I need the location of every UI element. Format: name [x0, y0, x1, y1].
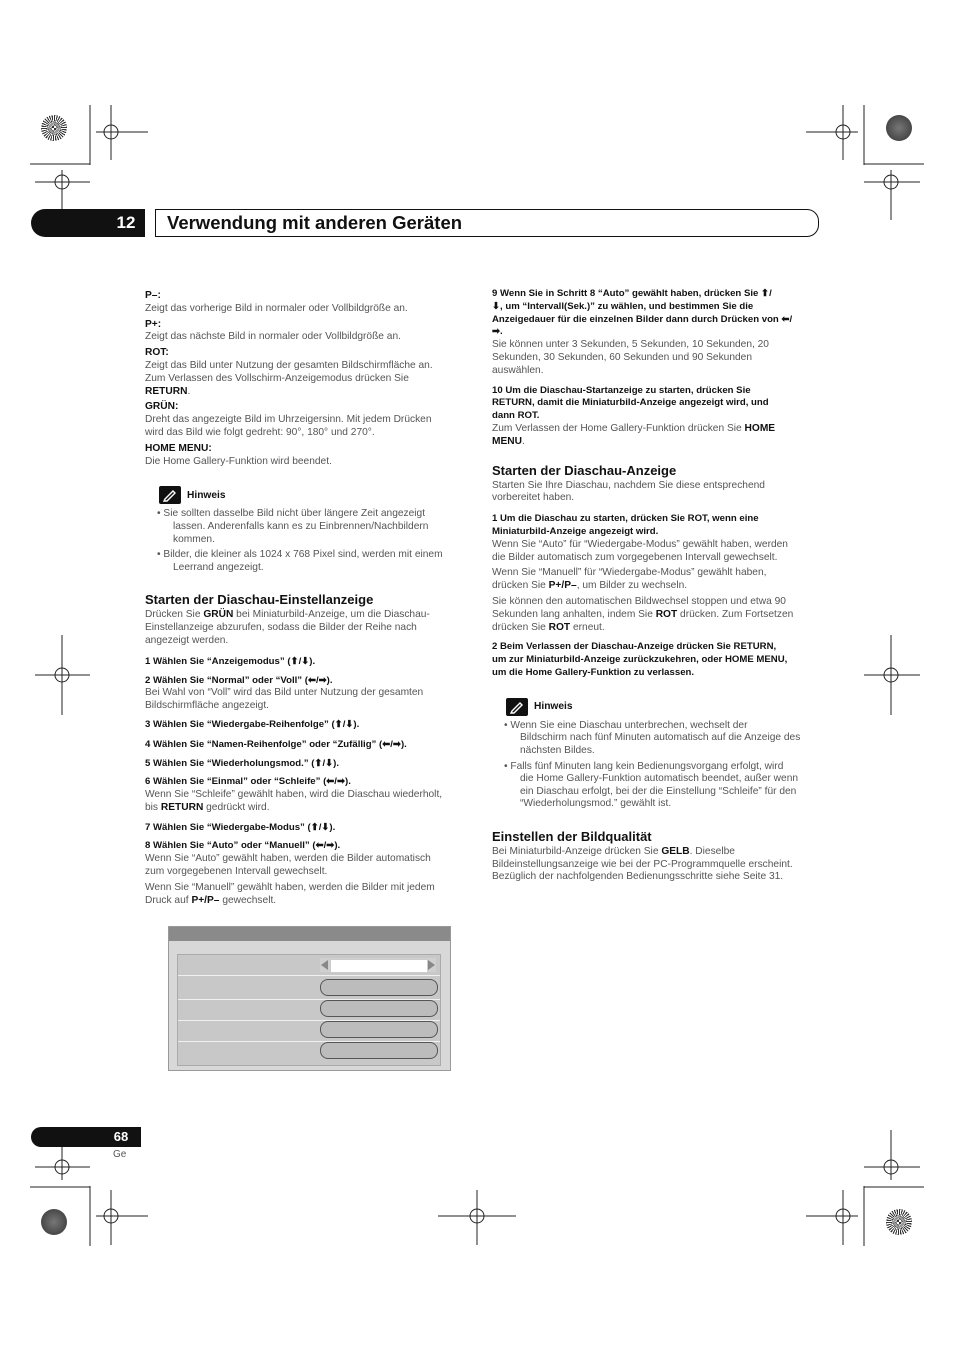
key-desc: wird das Bild wie folgt gedreht: 90°, 180° und 270°. [145, 426, 375, 438]
step: 3 Wählen Sie “Wiedergabe-Reihenfolge” (⬆/⬇). [145, 718, 360, 730]
section-intro: vorbereitet haben. [492, 492, 575, 504]
note-item: • Wenn Sie eine Diaschau unterbrechen, wechselt der [504, 719, 748, 731]
key-label: GRÜN: [145, 401, 179, 413]
step-desc: Zum Verlassen der Home Gallery-Funktion drücken Sie HOME [492, 422, 776, 434]
step: dann ROT. [492, 410, 540, 422]
section-intro: Einstellanzeige abzurufen, sodass die Bilder der Reihe nach [145, 622, 417, 634]
key-desc: Zeigt das Bild unter Nutzung der gesamten Bildschirmfläche an. [145, 359, 433, 371]
settings-list [177, 954, 441, 1066]
step-desc: Wenn Sie “Manuell” für “Wiedergabe-Modus” gewählt haben, [492, 567, 767, 579]
screen-title-bar [169, 927, 450, 941]
note-item: • Bilder, die kleiner als 1024 x 768 Pixel sind, werden mit einem [157, 549, 443, 561]
step-desc: bis RETURN gedrückt wird. [145, 801, 270, 813]
language-code: Ge [113, 1149, 127, 1160]
step: 6 Wählen Sie “Einmal” oder “Schleife” (⬅/➡). [145, 776, 351, 788]
step: 9 Wenn Sie in Schritt 8 “Auto” gewählt haben, drücken Sie ⬆/ [492, 288, 772, 299]
setting-value [320, 1000, 438, 1017]
setting-value [320, 979, 438, 996]
step: 1 Um die Diaschau zu starten, drücken Sie ROT, wenn eine [492, 513, 759, 525]
note-item: • Sie sollten dasselbe Bild nicht über längere Zeit angezeigt [157, 508, 426, 520]
note-heading: Hinweis [159, 486, 467, 504]
right-column [492, 288, 822, 884]
section-body: Bei Miniaturbild-Anzeige drücken Sie GELB. Dieselbe [492, 845, 735, 857]
section-body: Bildeinstellungsanzeige wie bei der PC-Programmquelle erscheint. [492, 858, 793, 870]
step: 2 Beim Verlassen der Diaschau-Anzeige drücken Sie RETURN, [492, 641, 777, 653]
step: Anzeigedauer für die einzelnen Bilder dann durch Drücken von ⬅/ [492, 313, 793, 325]
step: RETURN, damit die Miniaturbild-Anzeige angezeigt wird, und [492, 397, 769, 409]
key-label: P–: [145, 290, 161, 301]
step-desc: Wenn Sie “Schleife” gewählt haben, wird die Diaschau wiederholt, [145, 789, 443, 801]
step-desc: Wenn Sie “Auto” gewählt haben, werden die Bilder automatisch [145, 853, 431, 865]
step: 2 Wählen Sie “Normal” oder “Voll” (⬅/➡). [145, 674, 333, 686]
note-list: • Wenn Sie eine Diaschau unterbrechen, wechselt der Bildschirm nach fünf Minuten automatisch auf die Anzeige des nächsten Bildes. • Falls fünf Minuten lang kein Bedienungsvorgang erfolgt, wird die Home Gallery-Funktion automatisch beendet, außer wenn ein Diaschau erfolgt, bei der die Einstellung “Schleife” für den “Wiederholungsmod.” gewählt ist. [502, 720, 822, 811]
selected-value-box [330, 959, 428, 973]
chapter-title: Verwendung mit anderen Geräten [167, 212, 463, 233]
step-desc: drücken Sie P+/P–, um Bilder zu wechseln. [492, 580, 688, 592]
section-intro: angezeigt werden. [145, 634, 229, 646]
key-label: P+: [145, 318, 162, 330]
arrow-right-icon [428, 960, 436, 970]
step: 4 Wählen Sie “Namen-Reihenfolge” oder “Zufällig” (⬅/➡). [145, 738, 407, 750]
key-desc: Die Home Gallery-Funktion wird beendet. [145, 455, 332, 467]
section-intro: Drücken Sie GRÜN bei Miniaturbild-Anzeige, um die Diaschau- [145, 609, 430, 621]
step-desc: MENU. [492, 435, 525, 447]
step: Miniaturbild-Anzeige angezeigt wird. [492, 525, 659, 537]
chapter-number: 12 [116, 213, 136, 232]
key-desc: Dreht das angezeigte Bild im Uhrzeigersinn. Mit jedem Drücken [145, 414, 432, 426]
step: 5 Wählen Sie “Wiederholungsmod.” (⬆/⬇). [145, 757, 340, 769]
left-column [145, 290, 467, 907]
step-desc: Bei Wahl von “Voll” wird das Bild unter Nutzung der gesamten [145, 687, 424, 699]
pencil-icon [506, 698, 528, 716]
step-desc: Sie können den automatischen Bildwechsel stoppen und etwa 90 [492, 595, 786, 607]
step-desc: drücken Sie ROT erneut. [492, 621, 605, 633]
setting-value [320, 1021, 438, 1038]
key-desc: Zum Verlassen des Vollschirm-Anzeigemodus drücken Sie [145, 372, 409, 384]
section-body: Bezüglich der nachfolgenden Bedienungsschritte siehe Seite 31. [492, 871, 784, 883]
step: 1 Wählen Sie “Anzeigemodus” (⬆/⬇). [145, 655, 316, 667]
section-title: Einstellen der Bildqualität [492, 828, 652, 844]
key-label: ROT: [145, 347, 169, 359]
step-desc: zum vorgegebenen Intervall gewechselt. [145, 866, 328, 878]
step: um zur Miniaturbild-Anzeige zurückzukehren, oder HOME MENU, [492, 654, 788, 666]
step-desc: Wenn Sie “Auto” für “Wiedergabe-Modus” gewählt haben, werden [492, 538, 788, 550]
selected-setting [320, 958, 436, 972]
step-desc: Sekunden, 30 Sekunden, 60 Sekunden und 90 Sekunden [492, 351, 753, 363]
pencil-icon [159, 486, 181, 504]
key-desc: RETURN. [145, 385, 191, 397]
note-heading: Hinweis [506, 698, 822, 716]
note-list: • Sie sollten dasselbe Bild nicht über längere Zeit angezeigt lassen. Anderenfalls kann es zu Einbrennen/Nachbildern kommen. • Bilder, die kleiner als 1024 x 768 Pixel sind, werden mit einem Leerrand angezeigt. [155, 508, 467, 574]
step-desc: Druck auf P+/P– gewechselt. [145, 894, 277, 906]
note-item: • Falls fünf Minuten lang kein Bedienungsvorgang erfolgt, wird [504, 760, 784, 772]
step: um die Home Gallery-Funktion zu verlassen. [492, 666, 695, 678]
step: 8 Wählen Sie “Auto” oder “Manuell” (⬅/➡). [145, 840, 341, 852]
step: ➡. [492, 326, 503, 338]
section-intro: Starten Sie Ihre Diaschau, nachdem Sie diese entsprechend [492, 479, 765, 491]
setting-value [320, 1042, 438, 1059]
key-desc: Zeigt das nächste Bild in normaler oder Vollbildgröße an. [145, 331, 401, 343]
section-title: Starten der Diaschau-Einstellanzeige [145, 592, 374, 608]
step-desc: Wenn Sie “Manuell” gewählt haben, werden die Bilder mit jedem [145, 881, 435, 893]
step: 10 Um die Diaschau-Startanzeige zu starten, drücken Sie [492, 384, 751, 396]
step-desc: Bildschirmfläche angezeigt. [145, 700, 270, 712]
step: ⬇, um “Intervall(Sek.)” zu wählen, und bestimmen Sie die [492, 300, 754, 312]
key-label: HOME MENU: [145, 442, 212, 454]
key-desc: Zeigt das vorherige Bild in normaler oder Vollbildgröße an. [145, 302, 408, 314]
step-desc: Sekunden lang anhalten, indem Sie ROT drücken. Zum Fortsetzen [492, 608, 794, 620]
slideshow-settings-screen [168, 926, 451, 1071]
step-desc: Sie können unter 3 Sekunden, 5 Sekunden, 10 Sekunden, 20 [492, 339, 769, 351]
step-desc: auswählen. [492, 364, 544, 376]
arrow-left-icon [321, 960, 329, 970]
step-desc: die Bilder automatisch zum vorgegebenen Intervall gewechselt. [492, 551, 778, 563]
section-title: Starten der Diaschau-Anzeige [492, 462, 677, 478]
page-number: 68 [113, 1129, 129, 1144]
step: 7 Wählen Sie “Wiedergabe-Modus” (⬆/⬇). [145, 821, 336, 833]
